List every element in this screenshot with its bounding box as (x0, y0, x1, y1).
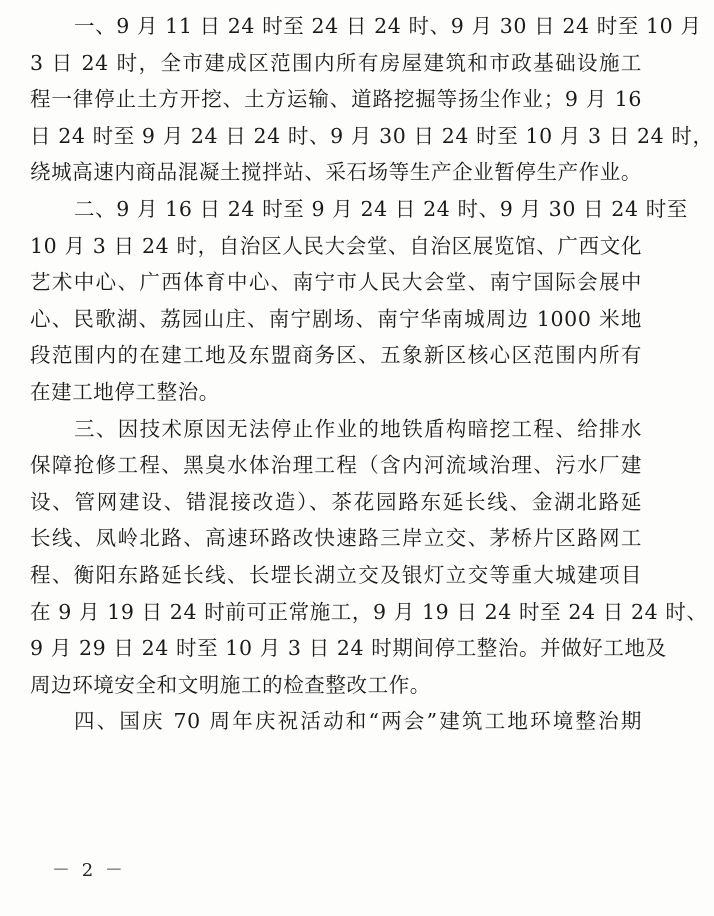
text-line: 二、9 月 16 日 24 时至 9 月 24 日 24 时、9 月 30 日 24 时至 (74, 196, 688, 221)
text-line: 日 24 时至 9 月 24 日 24 时、9 月 30 日 24 时至 10 月 3 日 24 时， (30, 123, 714, 148)
text-line: 程、衡阳东路延长线、长堽长湖立交及银灯立交等重大城建项目 (30, 562, 642, 587)
paragraph-3 (30, 411, 708, 704)
text-line: 程一律停止土方开挖、土方运输、道路挖掘等扬尘作业；9 月 16 (30, 87, 642, 112)
paragraph-2 (30, 191, 688, 411)
text-line: 段范围内的在建工地及东盟商务区、五象新区核心区范围内所有 (30, 343, 642, 368)
text-line: 长线、凤岭北路、高速环路改快速路三岸立交、茅桥片区路网工 (30, 526, 642, 551)
text-line: 一、9 月 11 日 24 时至 24 日 24 时、9 月 30 日 24 时至 10 月 (74, 14, 702, 38)
text-line: 保障抢修工程、黑臭水体治理工程（含内河流域治理、污水厂建 (30, 453, 642, 478)
text-line: 设、管网建设、错混接改造）、茶花园路东延长线、金湖北路延 (30, 489, 642, 514)
text-line: 在建工地停工整治。 (30, 379, 220, 404)
text-line: 绕城高速内商品混凝土搅拌站、采石场等生产企业暂停生产作业。 (30, 160, 642, 185)
text-line: 心、民歌湖、荔园山庄、南宁剧场、南宁华南城周边 1000 米地 (30, 306, 642, 331)
text-line: 3 日 24 时，全市建成区范围内所有房屋建筑和市政基础设施工 (30, 50, 642, 75)
text-line: 三、因技术原因无法停止作业的地铁盾构暗挖工程、给排水 (74, 416, 642, 441)
text-line: 四、国庆 70 周年庆祝活动和“两会”建筑工地环境整治期 (74, 709, 642, 734)
paragraph-4 (30, 703, 642, 740)
text-line: 艺术中心、广西体育中心、南宁市人民大会堂、南宁国际会展中 (30, 270, 642, 295)
text-line: 9 月 29 日 24 时至 10 月 3 日 24 时期间停工整治。并做好工地及 (30, 636, 667, 661)
paragraph-1 (30, 8, 714, 191)
text-line: 周边环境安全和文明施工的检查整改工作。 (30, 672, 431, 697)
text-line: 在 9 月 19 日 24 时前可正常施工，9 月 19 日 24 时至 24 日 24 时、 (30, 599, 708, 624)
page-number: － 2 － (52, 860, 126, 881)
text-line: 10 月 3 日 24 时，自治区人民大会堂、自治区展览馆、广西文化 (30, 233, 642, 258)
